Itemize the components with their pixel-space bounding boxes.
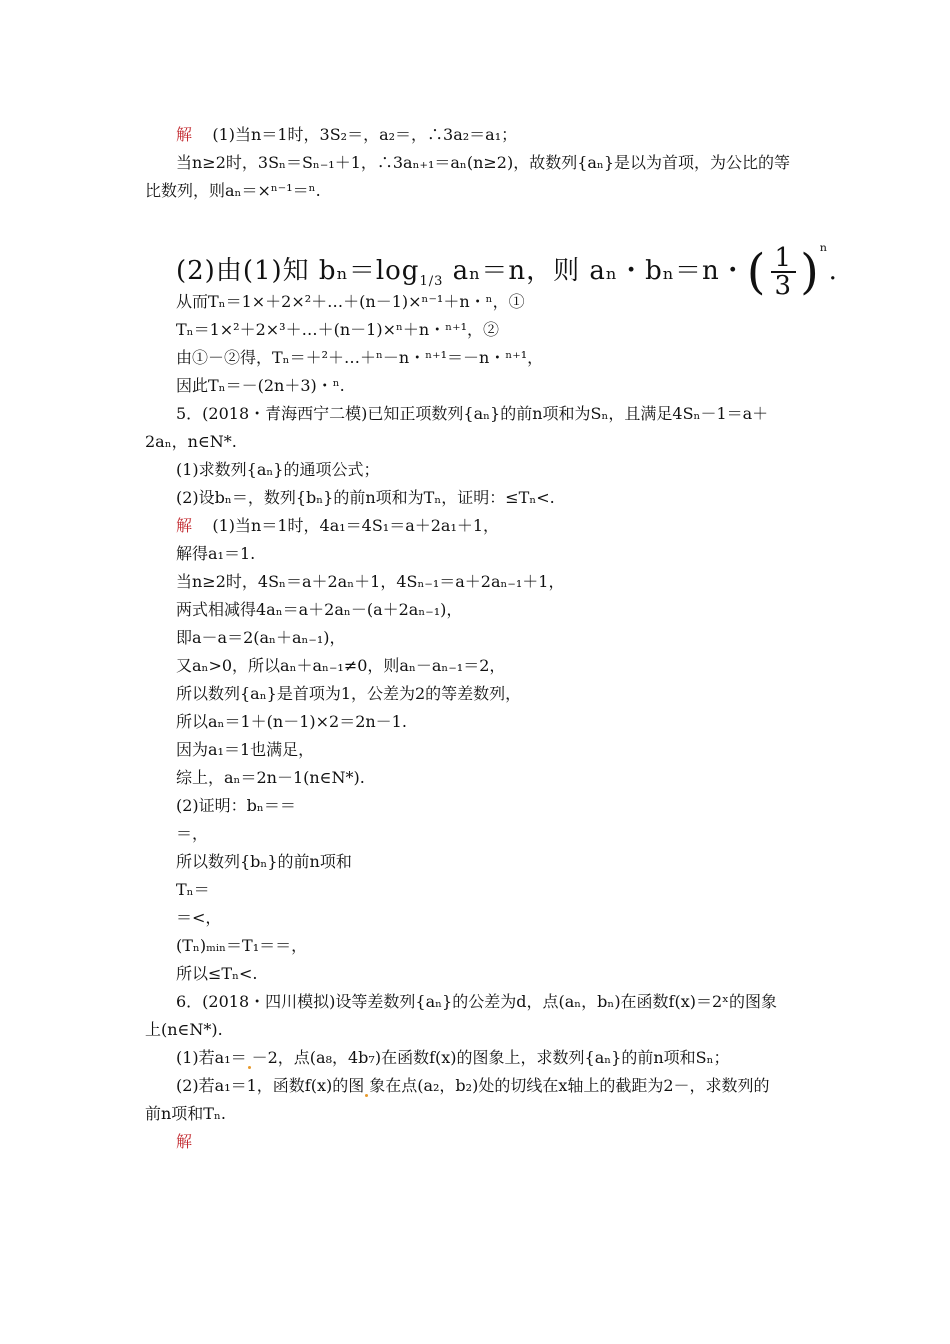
text-line: 前n项和Tₙ. — [145, 1104, 226, 1123]
text-line: Tₙ＝1×²＋2×³＋…＋(n－1)×ⁿ＋n・ⁿ⁺¹，② — [176, 320, 499, 339]
text-line: 比数列，则aₙ＝×ⁿ⁻¹＝ⁿ. — [145, 181, 321, 200]
problem-5-heading: 5．(2018・青海西宁二模)已知正项数列{aₙ}的前n项和为Sₙ，且满足4Sₙ－1＝a＋ — [176, 404, 769, 423]
fraction: $\frac{1}{3}$ — [771, 245, 797, 299]
solution-line-2: 解 (1)当n＝1时，4a₁＝4S₁＝a＋2a₁＋1， — [176, 516, 500, 535]
text-line: (Tₙ)ₘᵢₙ＝T₁＝＝， — [176, 936, 308, 955]
text-line: 当n≥2时，4Sₙ＝a＋2aₙ＋1，4Sₙ₋₁＝a＋2aₙ₋₁＋1， — [176, 572, 565, 591]
solution-label: 解 — [176, 516, 193, 535]
text-line: 所以aₙ＝1＋(n－1)×2＝2n－1. — [176, 712, 407, 731]
text-line: Tₙ＝ — [176, 880, 210, 899]
text-line: 又aₙ>0，所以aₙ＋aₙ₋₁≠0，则aₙ－aₙ₋₁＝2， — [176, 656, 506, 675]
text-line: 解得a₁＝1. — [176, 544, 256, 563]
text-line: 所以数列{bₙ}的前n项和 — [176, 852, 352, 871]
text-line: 从而Tₙ＝1×＋2×²＋…＋(n－1)×ⁿ⁻¹＋n・ⁿ，① — [176, 292, 525, 311]
text-line: 两式相减得4aₙ＝a＋2aₙ－(a＋2aₙ₋₁)， — [176, 600, 463, 619]
text-line: ＝<， — [176, 908, 222, 927]
text-line: (1)若a₁＝ －2，点(a₈，4b₇)在函数f(x)的图象上，求数列{aₙ}的前n项和Sₙ； — [176, 1048, 730, 1067]
solution-line-3 — [176, 1131, 192, 1153]
text-line: 由①－②得，Tₙ＝＋²＋…＋ⁿ－n・ⁿ⁺¹＝－n・ⁿ⁺¹， — [176, 348, 544, 367]
formula-line: (2)由(1)知 $b_n=\log_{1/3}$ aₙ＝n，则 aₙ・bₙ＝n・( $\frac{1}{3}$ )$^{^n}$. — [176, 241, 838, 301]
text-line: (1)求数列{aₙ}的通项公式； — [176, 460, 380, 479]
text-line: 综上，aₙ＝2n－1(n∈N*). — [176, 768, 365, 787]
text-line: (2)若a₁＝1，函数f(x)的图 象在点(a₂，b₂)处的切线在x轴上的截距为2－，求数列的 — [176, 1076, 770, 1095]
mark-dot — [248, 1066, 251, 1069]
solution-label: 解 — [176, 125, 193, 144]
text-line: 因为a₁＝1也满足， — [176, 740, 315, 759]
text-line: 当n≥2时，3Sₙ＝Sₙ₋₁＋1，∴3aₙ₊₁＝aₙ(n≥2)，故数列{aₙ}是以为首项，为公比的等 — [176, 153, 791, 172]
text-line: 所以数列{aₙ}是首项为1，公差为2的等差数列， — [176, 684, 522, 703]
text-line: ＝， — [176, 824, 209, 843]
text-line: 2aₙ，n∈N*. — [145, 432, 237, 451]
text-line: 上(n∈N*). — [145, 1020, 223, 1039]
mark-dot — [365, 1094, 368, 1097]
problem-6-heading: 6．(2018・四川模拟)设等差数列{aₙ}的公差为d，点(aₙ，bₙ)在函数f(x)＝2ˣ的图象 — [176, 992, 777, 1011]
text-line: 即a－a＝2(aₙ＋aₙ₋₁)， — [176, 628, 346, 647]
solution-label: 解 — [176, 1132, 193, 1151]
text-line: (2)证明：bₙ＝＝ — [176, 796, 296, 815]
solution-line-1: 解 (1)当n＝1时，3S₂＝，a₂＝，∴3a₂＝a₁； — [176, 125, 518, 144]
text-line: 因此Tₙ＝－(2n＋3)・ⁿ. — [176, 376, 345, 395]
text-line: (2)设bₙ＝，数列{bₙ}的前n项和为Tₙ，证明：≤Tₙ<. — [176, 488, 555, 507]
text-line: 所以≤Tₙ<. — [176, 964, 258, 983]
